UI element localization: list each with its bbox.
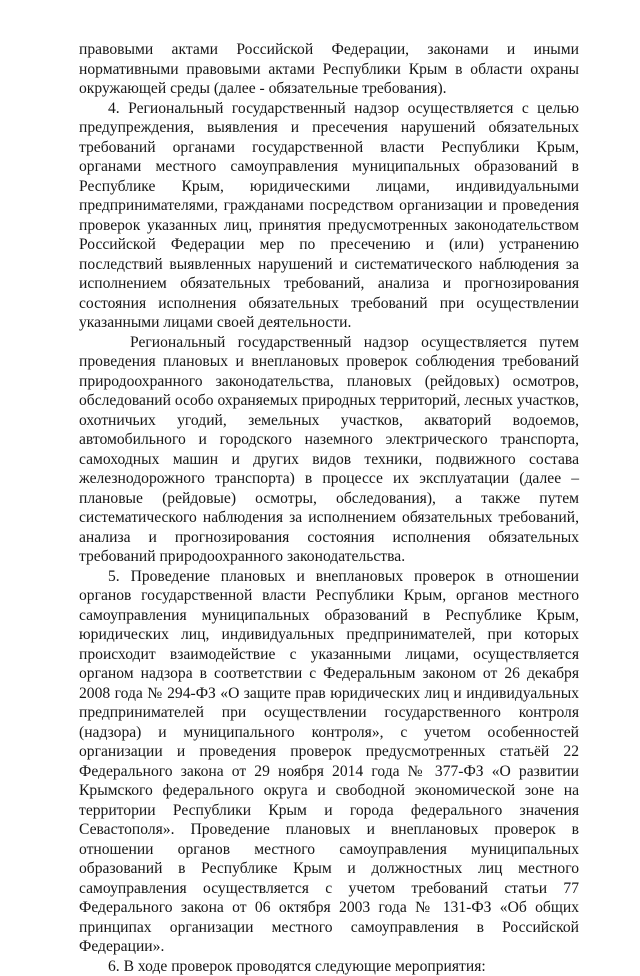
document-body [79,40,579,976]
paragraph-regional-supervision: Региональный государственный надзор осуществляется путем проведения плановых и внеплановых проверок соблюдения требований природоохранного законодательства, плановых (рейдовых) осмотров, обследований особо охраняемых природных территорий, лесных участков, охотничьих угодий, земельных участков, акваторий водоемов, автомобильного и городского наземного электрического транспорта, самоходных машин и других видов техники, подвижного состава железнодорожного транспорта) в процессе их эксплуатации (далее – плановые (рейдовые) осмотры, обследования), а также путем систематического наблюдения за исполнением обязательных требований, анализа и прогнозирования состояния исполнения обязательных требований природоохранного законодательства. [79,333,579,567]
paragraph-item-5: 5. Проведение плановых и внеплановых проверок в отношении органов государственной власти Республики Крым, органов местного самоуправления муниципальных образований в Республике Крым, юридических лиц, индивидуальных предпринимателей, при которых происходит взаимодействие с указанными лицами, осуществляется органом надзора в соответствии с Федеральным законом от 26 декабря 2008 года № 294-ФЗ «О защите прав юридических лиц и индивидуальных предпринимателей при осуществлении государственного контроля (надзора) и муниципального контроля», с учетом особенностей организации и проведения проверок предусмотренных статьёй 22 Федерального закона от 29 ноября 2014 года № 377-ФЗ «О развитии Крымского федерального округа и свободной экономической зоне на территории Республики Крым и города федерального значения Севастополя». Проведение плановых и внеплановых проверок в отношении органов местного самоуправления муниципальных образований в Республике Крым и должностных лиц местного самоуправления осуществляется с учетом требований статьи 77 Федерального закона от 06 октября 2003 года № 131-ФЗ «Об общих принципах организации местного самоуправления в Российской Федерации». [79,567,579,957]
paragraph-item-6: 6. В ходе проверок проводятся следующие мероприятия: [79,957,579,976]
paragraph-item-4: 4. Региональный государственный надзор осуществляется с целью предупреждения, выявления и пресечения нарушений обязательных требований органами государственной власти Республики Крым, органами местного самоуправления муниципальных образований в Республике Крым, юридическими лицами, индивидуальными предпринимателями, гражданами посредством организации и проведения проверок указанных лиц, принятия предусмотренных законодательством Российской Федерации мер по пресечению и (или) устранению последствий выявленных нарушений и систематического наблюдения за исполнением обязательных требований, анализа и прогнозирования состояния исполнения обязательных требований при осуществлении указанными лицами своей деятельности. [79,99,579,333]
paragraph-continuation: правовыми актами Российской Федерации, законами и иными нормативными правовыми актами Республики Крым в области охраны окружающей среды (далее - обязательные требования). [79,40,579,99]
